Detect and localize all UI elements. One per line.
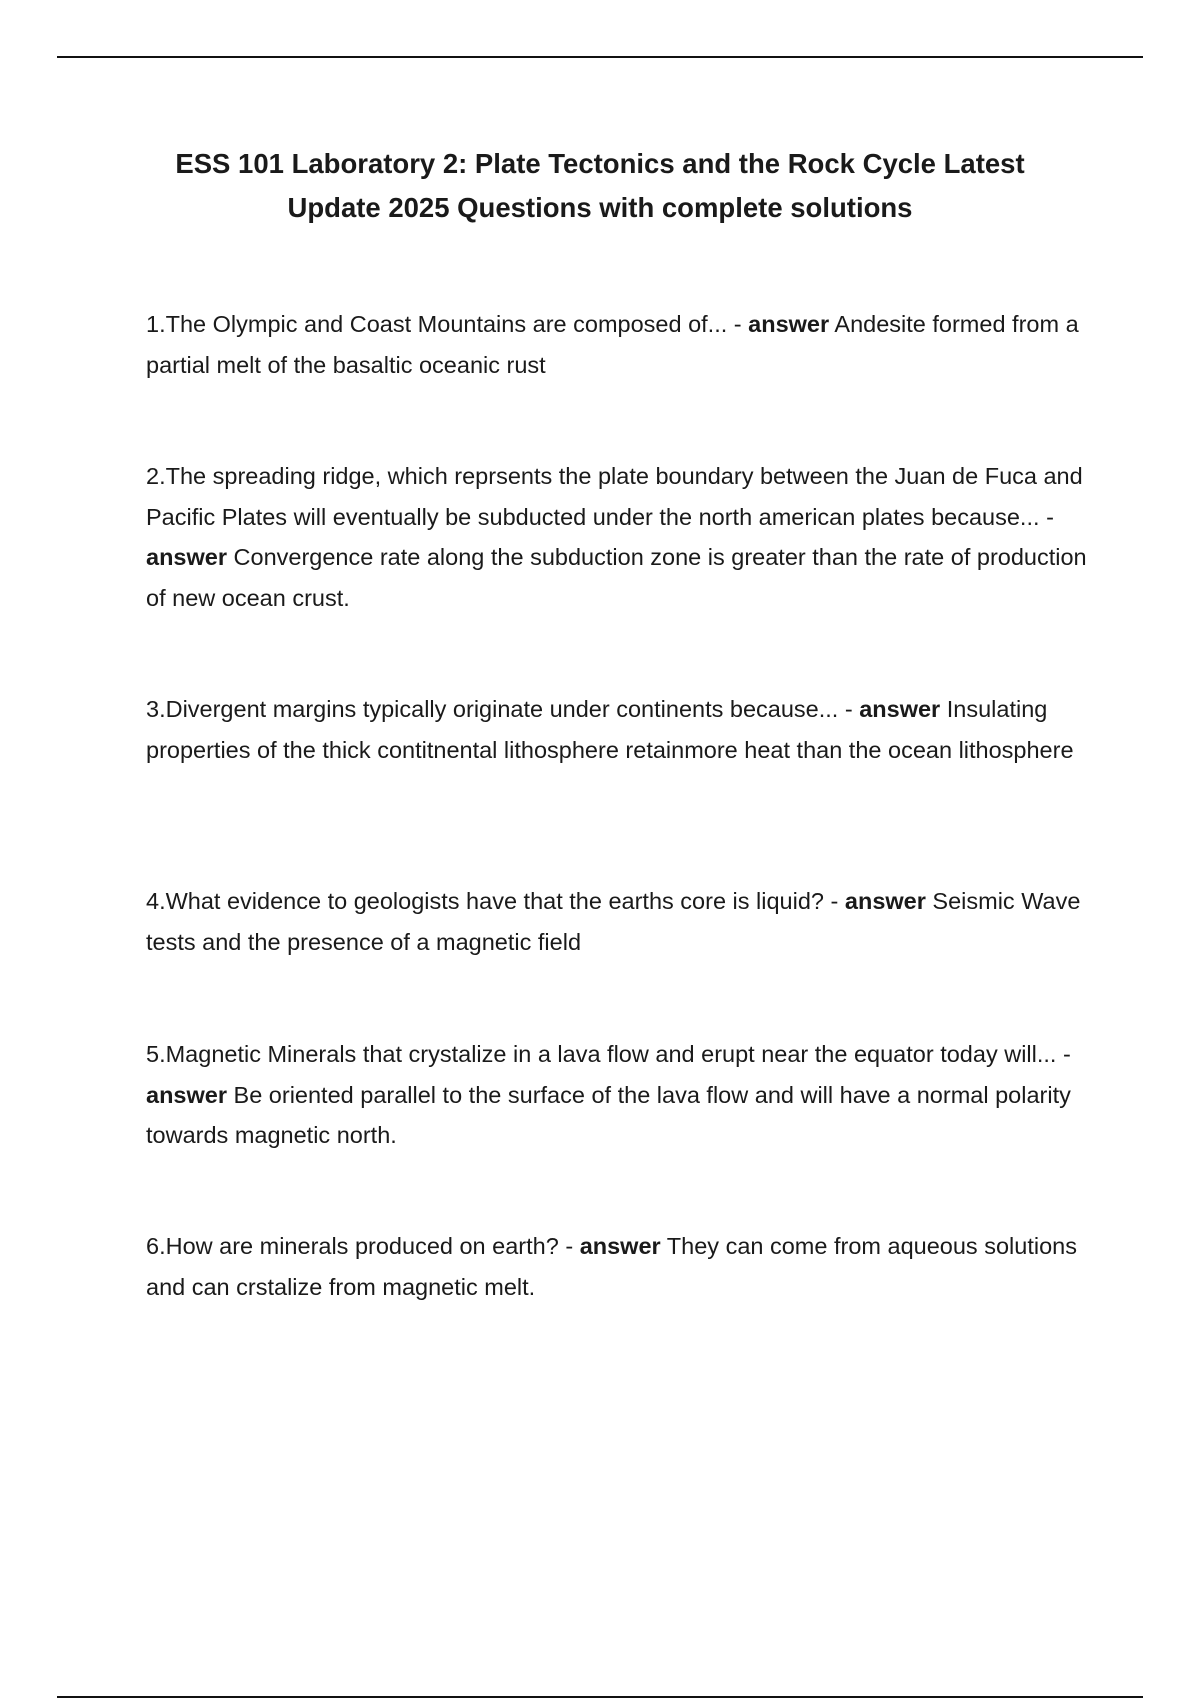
qa-item-5 xyxy=(146,1034,1096,1156)
separator: - xyxy=(844,696,853,722)
qa-item-4 xyxy=(146,881,1096,962)
separator: - xyxy=(565,1233,574,1259)
question-text: 4.What evidence to geologists have that the earths core is liquid? xyxy=(146,888,824,914)
separator: - xyxy=(1046,503,1054,530)
title-line-1: ESS 101 Laboratory 2: Plate Tectonics and the Rock Cycle Latest xyxy=(175,148,1025,179)
answer-text: Convergence rate along the subduction zone is greater than the rate of production of new ocean crust. xyxy=(146,544,1087,611)
answer-label: answer xyxy=(146,1081,227,1108)
title-line-2: Update 2025 Questions with complete solutions xyxy=(287,192,913,223)
answer-text: Be oriented parallel to the surface of the lava flow and will have a normal polarity towards magnetic north. xyxy=(146,1081,1071,1149)
answer-text: They can come from aqueous solutions and can crstalize from magnetic melt. xyxy=(146,1233,1077,1300)
top-rule xyxy=(57,56,1143,58)
qa-item-3 xyxy=(146,689,1096,770)
qa-item-2 xyxy=(146,456,1096,618)
qa-item-6 xyxy=(146,1226,1096,1307)
separator: - xyxy=(1062,1041,1071,1067)
question-text: 5.Magnetic Minerals that crystalize in a lava flow and erupt near the equator today will... xyxy=(146,1041,1057,1067)
document-title xyxy=(120,142,1080,230)
separator: - xyxy=(733,311,742,337)
answer-label: answer xyxy=(146,544,227,571)
bottom-rule xyxy=(57,1696,1143,1698)
answer-label: answer xyxy=(748,311,830,337)
answer-label: answer xyxy=(579,1233,661,1259)
answer-text: Andesite formed from a partial melt of the basaltic oceanic rust xyxy=(146,311,1079,378)
answer-text: Seismic Wave tests and the presence of a magnetic field xyxy=(146,888,1081,955)
answer-label: answer xyxy=(844,888,926,914)
separator: - xyxy=(830,888,839,914)
question-text: 1.The Olympic and Coast Mountains are composed of... xyxy=(146,311,728,337)
question-text: 3.Divergent margins typically originate under continents because... xyxy=(146,696,839,722)
answer-label: answer xyxy=(859,696,941,722)
question-text: 6.How are minerals produced on earth? xyxy=(146,1233,559,1259)
question-text: 2.The spreading ridge, which reprsents the plate boundary between the Juan de Fuca and Pacific Plates will eventually be subducted under the north american plates because... xyxy=(146,463,1083,530)
qa-item-1 xyxy=(146,304,1096,385)
answer-text: Insulating properties of the thick contitnental lithosphere retainmore heat than the ocean lithosphere xyxy=(146,696,1074,763)
